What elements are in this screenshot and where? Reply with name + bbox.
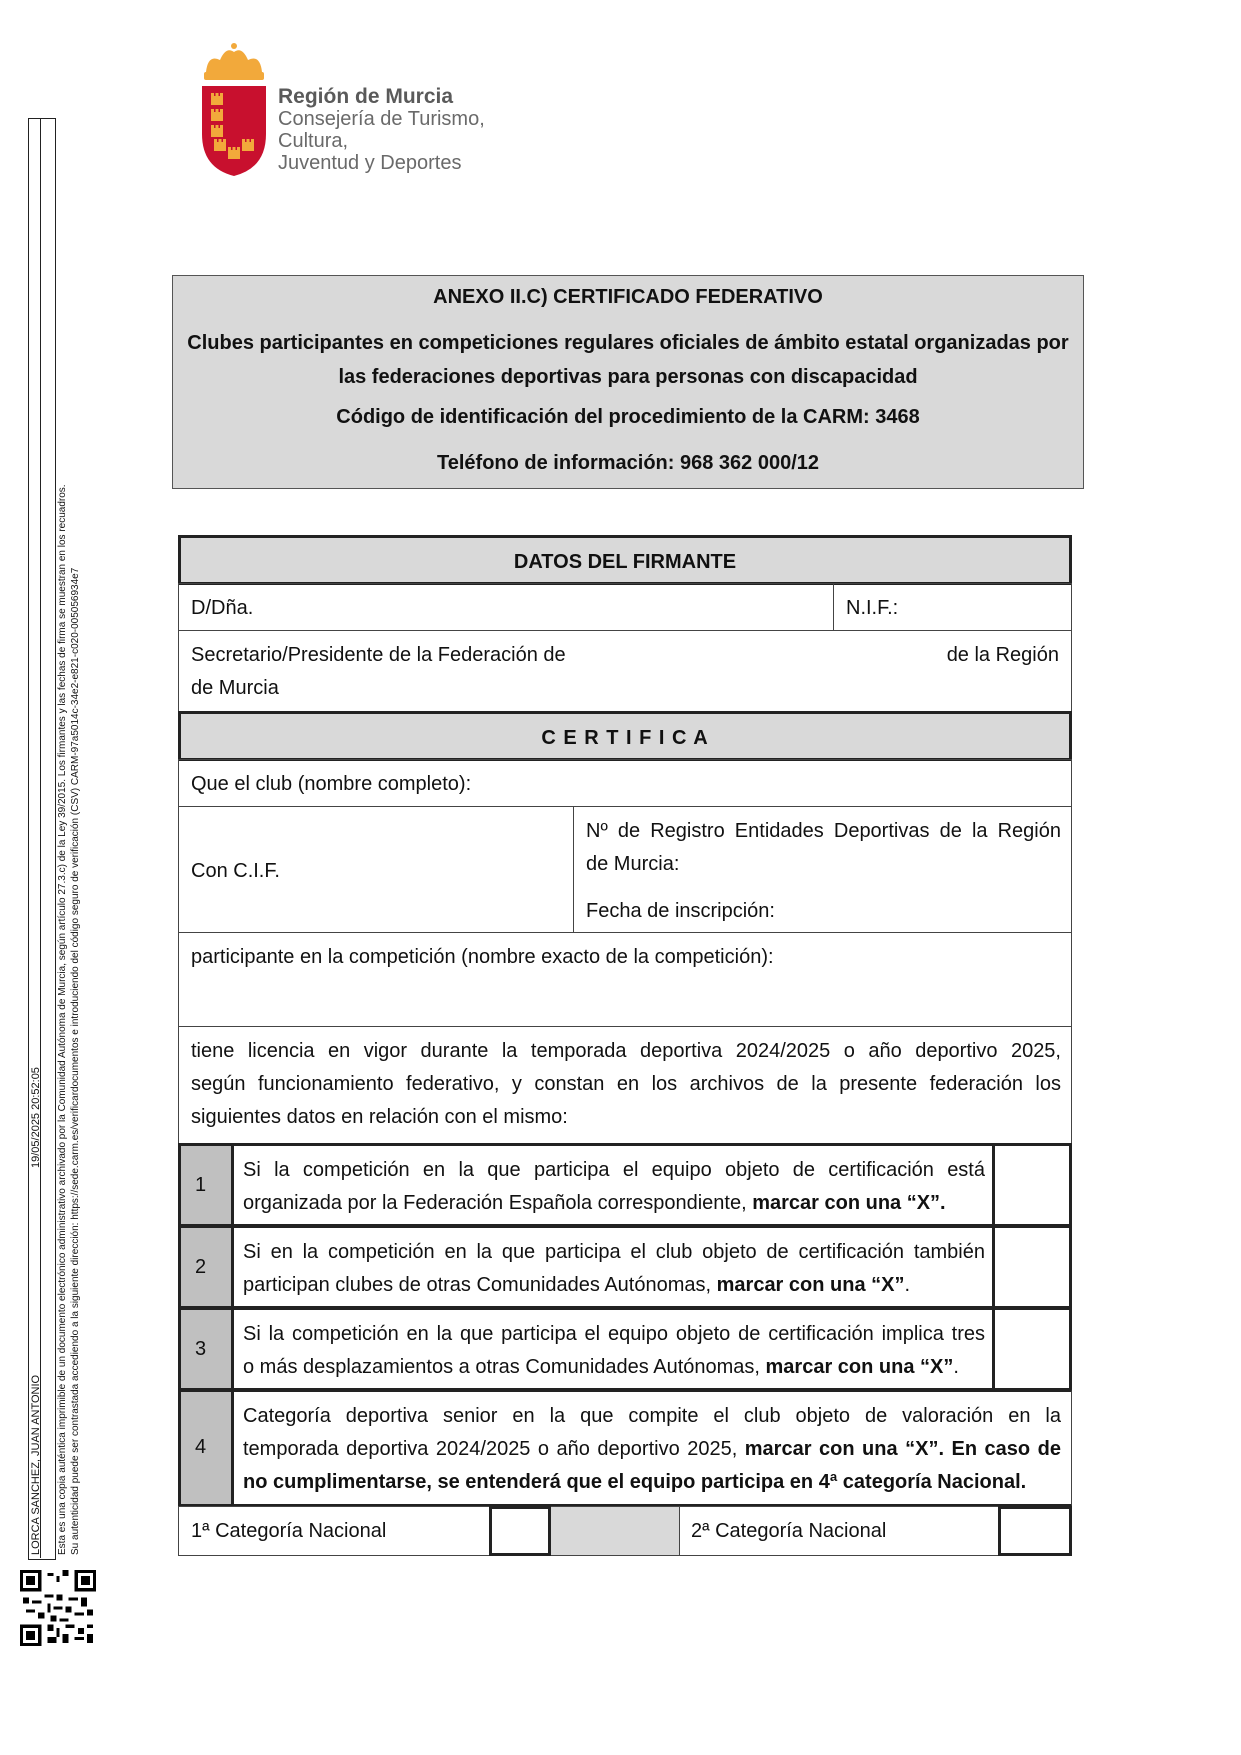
- category-row: [178, 1506, 1072, 1556]
- qr-code-icon: [20, 1570, 96, 1646]
- cat1-checkbox[interactable]: [489, 1506, 551, 1556]
- document-subtitle: [173, 326, 1083, 394]
- cat1-label: 1ª Categoría Nacional: [191, 1520, 387, 1542]
- item-instruction-line3: no cumplimentarse, se entenderá que el equipo participa en 4ª categoría Nacional.: [243, 1471, 1027, 1493]
- certifica-section-header: [178, 711, 1072, 761]
- legal-notice-line2: Su autenticidad puede ser contrastada accediendo a la siguiente dirección: https://sede.carm.es/verificardocumentos e introduciendo del código seguro de verificación (CSV) CARM-97a5014c-34e2-e821-c020-005056934e7: [70, 567, 81, 1555]
- competicion-label: participante en la competición (nombre exacto de la competición):: [191, 946, 774, 968]
- registro-label-line2: de Murcia:: [586, 853, 680, 875]
- item-text-tail: .: [904, 1274, 911, 1296]
- registro-label-line1: Nº de Registro Entidades Deportivas de la Región: [586, 820, 1061, 842]
- licencia-row: [178, 1026, 1072, 1144]
- club-label: Que el club (nombre completo):: [191, 773, 472, 795]
- secretario-row[interactable]: [178, 630, 1072, 712]
- nif-field[interactable]: [834, 584, 1071, 630]
- item-text-line1: Si en la competición en la que participa el club objeto de certificación también: [243, 1241, 985, 1263]
- item-3-checkbox[interactable]: [992, 1310, 1069, 1388]
- item-number: 3: [195, 1338, 207, 1360]
- licencia-line2: según funcionamiento federativo, y constan en los archivos de la presente federación los: [191, 1073, 1061, 1095]
- firmante-header-text: DATOS DEL FIRMANTE: [513, 551, 737, 573]
- item-number-cell: [181, 1146, 234, 1224]
- registro-field[interactable]: [574, 807, 1071, 932]
- item-text-line2: o más desplazamientos a otras Comunidades Autónomas,: [243, 1356, 766, 1378]
- item-instruction: marcar con una “X”.: [752, 1192, 946, 1214]
- dona-label: D/Dña.: [191, 597, 254, 619]
- cif-field[interactable]: [179, 807, 574, 932]
- item-instruction: marcar con una “X”: [765, 1356, 954, 1378]
- legal-notice-line1: Esta es una copia auténtica imprimible de un documento electrónico administrativo archivado por la Comunidad Autónoma de Murcia, según artículo 27.3.c) de la Ley 39/2015. Los firmantes y las fechas de firma se muestran en los recuadros.: [57, 484, 68, 1555]
- item-1-checkbox[interactable]: [992, 1146, 1069, 1224]
- signature-margin-box: [28, 118, 56, 1560]
- item-text-line2: organizada por la Federación Española correspondiente,: [243, 1192, 753, 1214]
- category-separator: [551, 1507, 680, 1555]
- item-number-cell: [181, 1310, 234, 1388]
- criteria-item-4: [178, 1389, 1072, 1507]
- licencia-paragraph: [191, 1035, 1061, 1134]
- info-phone: Teléfono de información: 968 362 000/12: [437, 452, 819, 474]
- item-number: 2: [195, 1256, 207, 1278]
- document-title-box: [172, 275, 1084, 489]
- item-number-cell: [181, 1392, 234, 1504]
- criteria-item-2: [178, 1225, 1072, 1309]
- firmante-section-header: [178, 535, 1072, 585]
- item-text-line2: participan clubes de otras Comunidades Autónomas,: [243, 1274, 717, 1296]
- coat-of-arms-icon: [198, 42, 270, 177]
- item-text-line1: Si la competición en la que participa el equipo objeto de certificación implica tres: [243, 1323, 985, 1345]
- signature-datetime: 19/05/2025 20:52:05: [30, 1067, 42, 1168]
- item-instruction: marcar con una “X”: [716, 1274, 905, 1296]
- item-text-line1: Categoría deportiva senior en la que compite el club objeto de valoración en la: [243, 1405, 1061, 1427]
- item-text-line1: Si la competición en la que participa el equipo objeto de certificación está: [243, 1159, 985, 1181]
- firmante-name-row: [178, 583, 1072, 631]
- item-text: [243, 1236, 985, 1302]
- licencia-line3: siguientes datos en relación con el mismo:: [191, 1106, 568, 1128]
- subtitle-line1: Clubes participantes en competiciones regulares oficiales de ámbito estatal organizadas por: [187, 332, 1069, 354]
- item-text: [243, 1400, 1061, 1499]
- annex-title: ANEXO II.C) CERTIFICADO FEDERATIVO: [433, 286, 823, 308]
- nif-label: N.I.F.:: [846, 597, 899, 619]
- secretario-label: Secretario/Presidente de la Federación de: [191, 644, 566, 666]
- cif-registro-row: [178, 806, 1072, 933]
- registro-label: [586, 815, 1061, 881]
- item-text-line2: temporada deportiva 2024/2025 o año deportivo 2025,: [243, 1438, 745, 1460]
- cat2-label: 2ª Categoría Nacional: [691, 1520, 887, 1542]
- org-name: Región de Murcia: [278, 85, 454, 108]
- org-department-line2: Juventud y Deportes: [278, 152, 462, 174]
- signer-name: LORCA SANCHEZ, JUAN ANTONIO: [30, 1374, 42, 1555]
- item-2-checkbox[interactable]: [992, 1228, 1069, 1306]
- item-number: 4: [195, 1436, 207, 1458]
- criteria-item-1: [178, 1143, 1072, 1227]
- org-department-line1: Consejería de Turismo, Cultura,: [278, 108, 485, 152]
- licencia-line1: tiene licencia en vigor durante la temporada deportiva 2024/2025 o año deportivo 2025,: [191, 1040, 1061, 1062]
- item-text-tail: .: [953, 1356, 959, 1378]
- club-name-row[interactable]: [178, 759, 1072, 807]
- de-murcia-label: de Murcia: [191, 677, 279, 699]
- competicion-row[interactable]: [178, 932, 1072, 1027]
- cat2-checkbox[interactable]: [998, 1506, 1072, 1556]
- criteria-item-3: [178, 1307, 1072, 1391]
- region-suffix-label: de la Región: [946, 644, 1059, 666]
- subtitle-line2: las federaciones deportivas para personas con discapacidad: [338, 366, 918, 388]
- procedure-code: Código de identificación del procedimiento de la CARM: 3468: [336, 406, 920, 428]
- dona-field[interactable]: [179, 584, 834, 630]
- fecha-inscripcion-label: Fecha de inscripción:: [586, 900, 775, 922]
- signature-margin-divider: [40, 118, 41, 1558]
- item-text: [243, 1154, 985, 1220]
- item-text: [243, 1318, 985, 1384]
- cif-label: Con C.I.F.: [191, 860, 280, 882]
- item-number: 1: [195, 1174, 207, 1196]
- item-instruction: marcar con una “X”. En caso de: [744, 1438, 1061, 1460]
- region-de-murcia-logo: [198, 42, 538, 177]
- certifica-header-text: C E R T I F I C A: [541, 727, 709, 749]
- item-number-cell: [181, 1228, 234, 1306]
